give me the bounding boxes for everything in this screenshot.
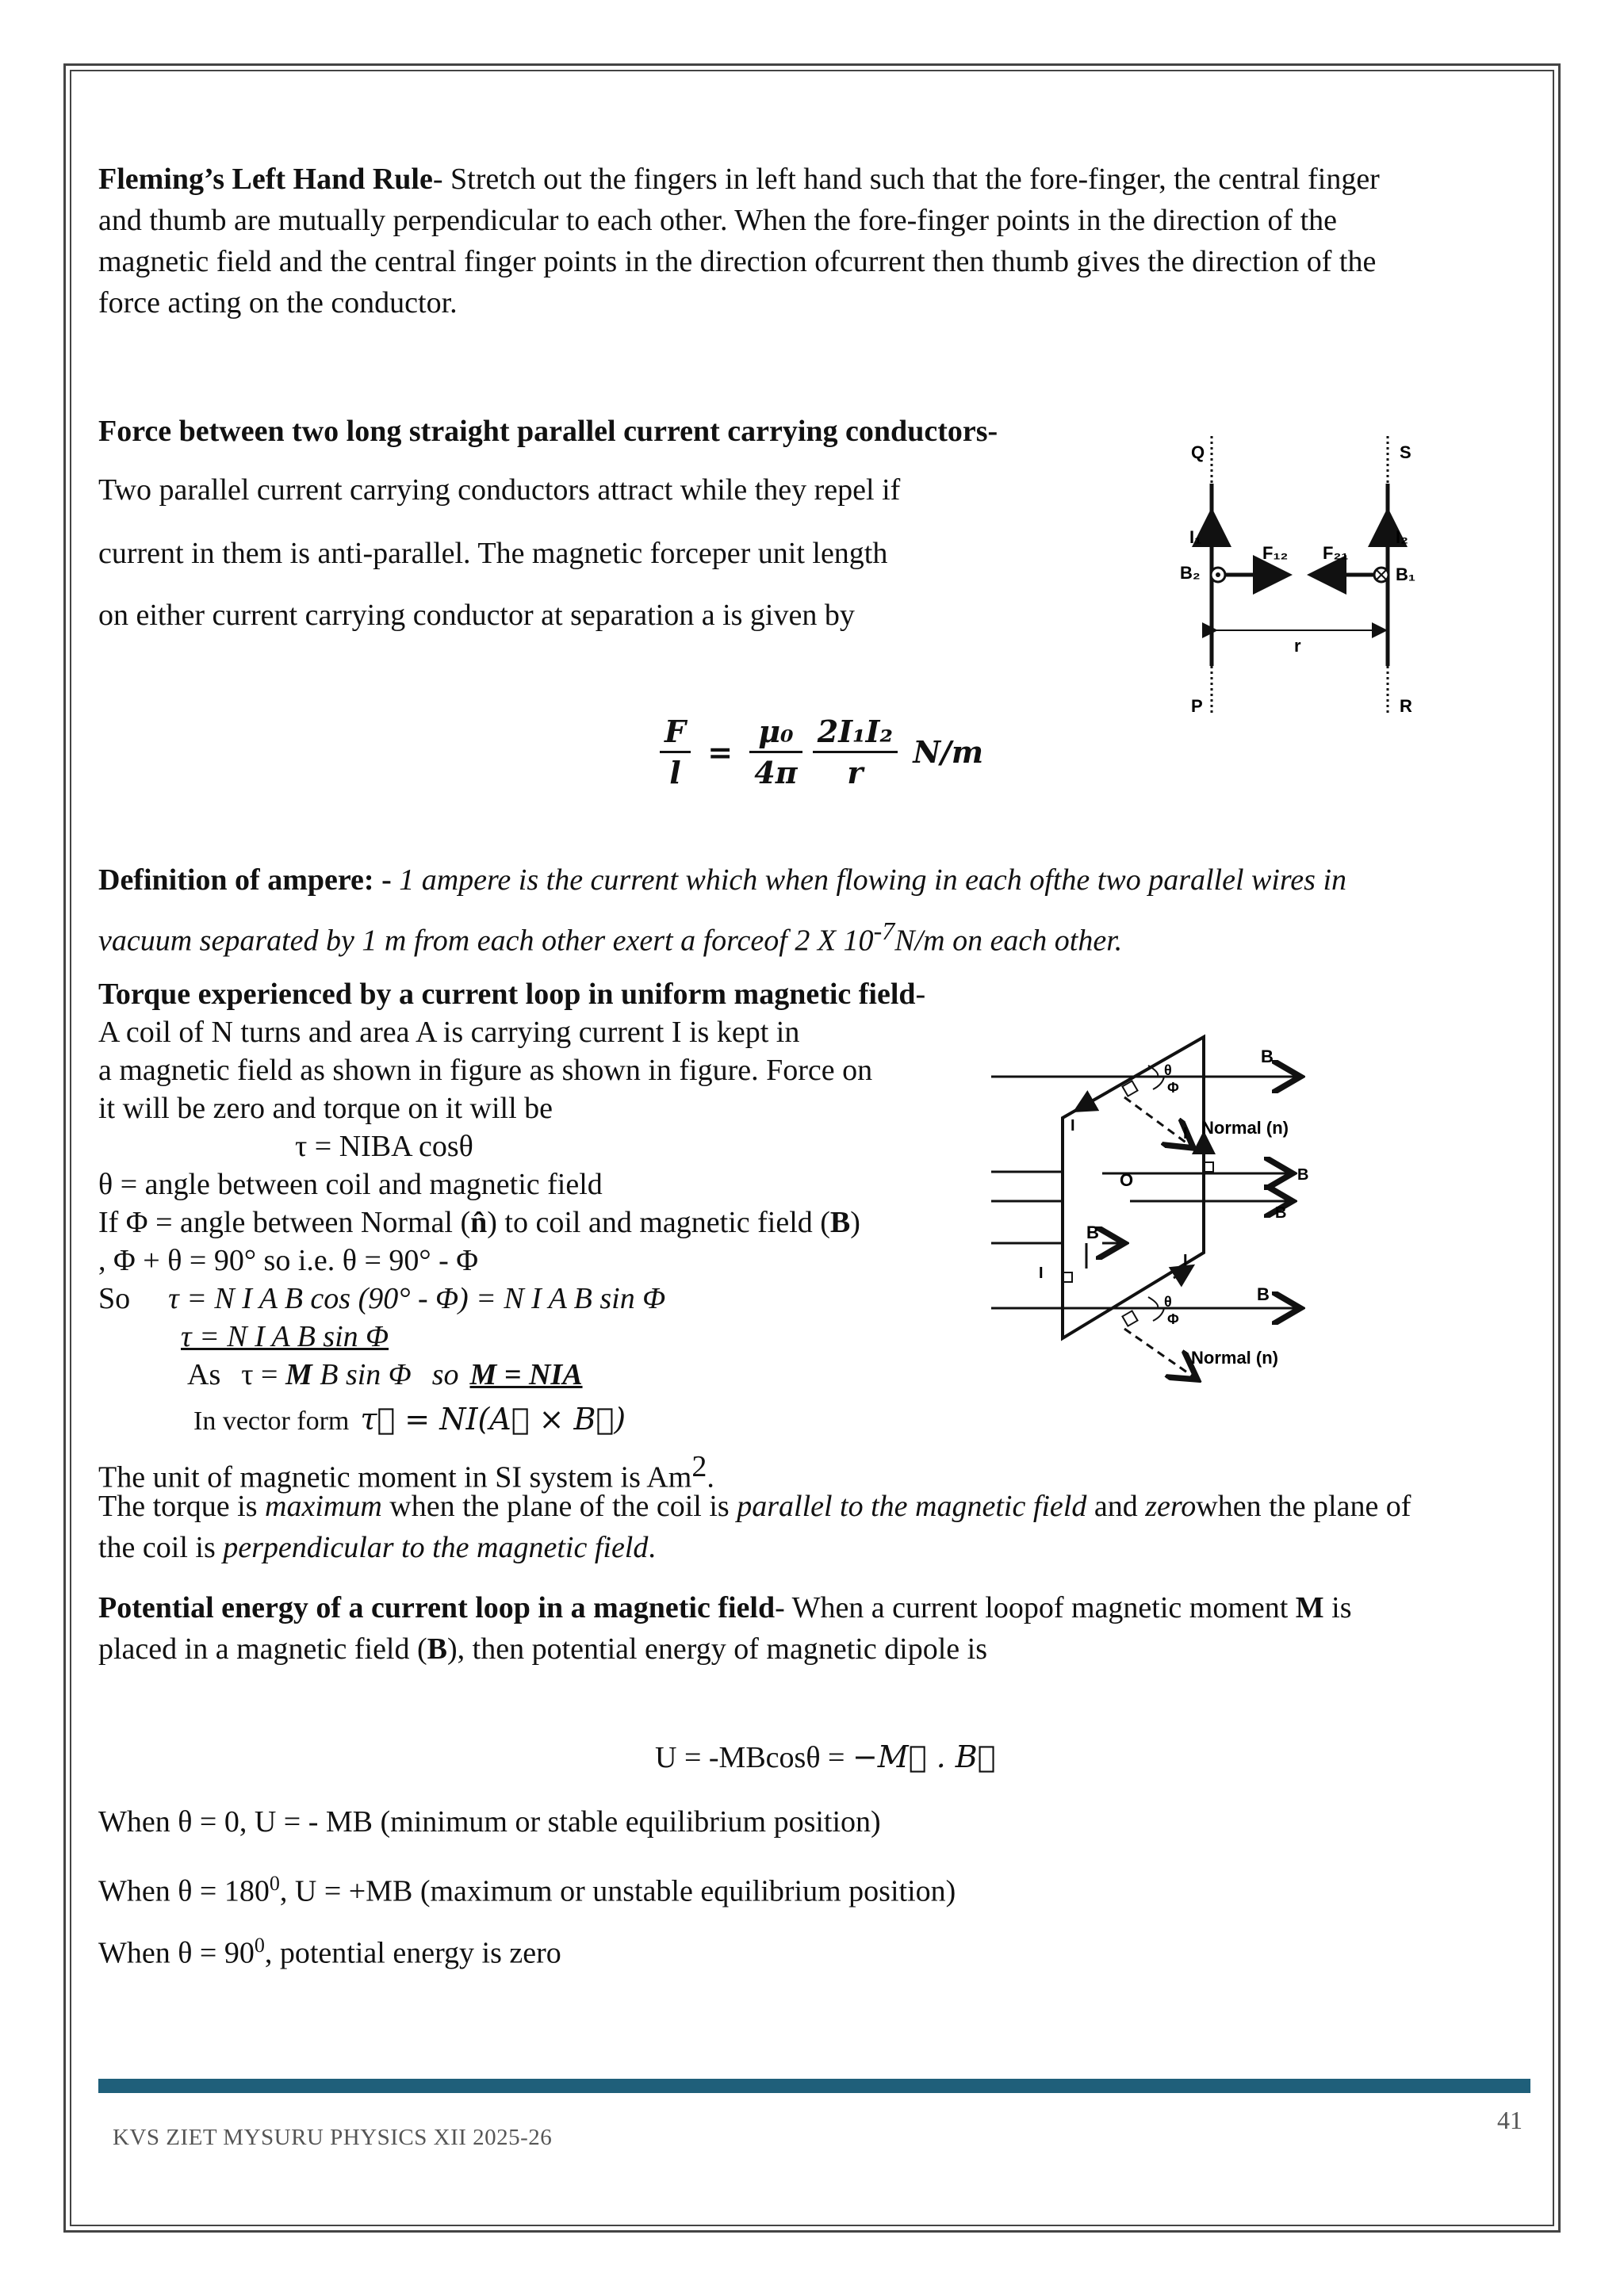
potential-line-1: Potential energy of a current loop in a magnetic field- When a current loopof magnetic moment M is (98, 1591, 1352, 1624)
label-q: Q (1191, 442, 1205, 462)
label-b1: B₁ (1396, 564, 1415, 584)
potential-case-3: When $\theta = 90^0$, potential energy is zero (98, 1934, 561, 1970)
label-b-bottom: B (1257, 1284, 1270, 1304)
label-normal-bottom: Normal (n) (1191, 1348, 1278, 1368)
torque-formula: τ = NIBA cosθ (295, 1130, 473, 1163)
fleming-line-1: Fleming’s Left Hand Rule- Stretch out the fingers in left hand such that the fore-finger, the central finger (98, 163, 1380, 196)
label-s: S (1400, 442, 1411, 462)
label-i-mid: I (1183, 1125, 1188, 1142)
parallel-line-3: on either current carrying conductor at separation a is given by (98, 599, 855, 632)
eq-currents: $\frac{\text{2I₁I₂}}{r}$ (813, 714, 898, 790)
parallel-conductors-figure (1174, 428, 1443, 729)
torque-line-9: τ = N I A B sin Φ (181, 1320, 389, 1353)
potential-heading: Potential energy of a current loop in a magnetic field (98, 1591, 776, 1624)
eq-constant: $\frac{\text{μ₀}}{4\pi}$ (749, 714, 802, 790)
fleming-line-4: force acting on the conductor. (98, 286, 458, 320)
label-theta-bottom: θ (1164, 1294, 1172, 1310)
eq-lhs: $\frac{F}{l}$ (660, 714, 691, 790)
ampere-heading: Definition of ampere: - (98, 863, 400, 897)
torque-line-11: In vector form τ⃗ = NI(A⃗ × B⃗) (193, 1402, 626, 1437)
label-f21: F₂₁ (1323, 543, 1349, 563)
label-phi-bottom: Φ (1167, 1311, 1179, 1327)
potential-case-1: When θ = 0, U = - MB (minimum or stable equilibrium position) (98, 1805, 881, 1839)
label-separation: r (1294, 636, 1301, 656)
torque-line-14: the coil is perpendicular to the magnetic field. (98, 1531, 656, 1564)
label-r-wire: R (1400, 696, 1412, 716)
label-i-left: I (1039, 1265, 1044, 1282)
parallel-line-1: Two parallel current carrying conductors attract while they repel if (98, 473, 901, 507)
label-origin: O (1120, 1170, 1134, 1190)
torque-line-2: a magnetic field as shown in figure as shown in figure. Force on (98, 1054, 873, 1087)
fleming-line-3: magnetic field and the central finger points in the direction ofcurrent then thumb gives the direction of the (98, 245, 1377, 278)
page-number: 41 (1497, 2106, 1522, 2134)
label-i1: I₁ (1189, 527, 1202, 547)
normal-bottom (1124, 1329, 1197, 1380)
label-i-top: I (1071, 1117, 1075, 1135)
label-i-lower: I (1183, 1252, 1188, 1269)
potential-case-2: When $\theta = 180^0$, U = +MB (maximum or unstable equilibrium position) (98, 1872, 956, 1908)
torque-line-3: it will be zero and torque on it will be (98, 1092, 553, 1125)
footer-text: KVS ZIET MYSURU PHYSICS XII 2025-26 (113, 2125, 553, 2150)
current-arrow-top (1077, 1104, 1088, 1110)
label-i2: I₂ (1396, 527, 1408, 547)
parallel-line-2: current in them is anti-parallel. The magnetic forceper unit length (98, 537, 888, 570)
torque-line-7: , Φ + θ = 90° so i.e. θ = 90° - Φ (98, 1244, 479, 1277)
torque-line-13: The torque is maximum when the plane of the coil is parallel to the magnetic field and zerowhen the plane of (98, 1490, 1411, 1523)
fleming-line-2: and thumb are mutually perpendicular to each other. When the fore-finger points in the direction of the (98, 204, 1338, 237)
parallel-heading: Force between two long straight parallel current carrying conductors- (98, 415, 998, 448)
label-normal-top: Normal (n) (1201, 1118, 1289, 1138)
torque-line-10: As τ = M B sin Φ so M = NIA (187, 1358, 583, 1391)
potential-formula: U = -MBcosθ = −M⃗ . B⃗ (655, 1739, 996, 1774)
torque-line-6: If Φ = angle between Normal (n̂) to coil and magnetic field (B) (98, 1206, 860, 1239)
eq-unit: N/m (913, 734, 984, 770)
parallel-force-equation: $\frac{F}{l}$ = $\frac{\text{μ₀}}{4\pi}$ $\frac{\text{2I₁I₂}}{r}$ N/m (660, 714, 983, 790)
torque-heading: Torque experienced by a current loop in uniform magnetic field- (98, 978, 926, 1011)
potential-line-2: placed in a magnetic field (B), then potential energy of magnetic dipole is (98, 1632, 988, 1666)
ampere-line-1: Definition of ampere: - 1 ampere is the current which when flowing in each ofthe two parallel wires in (98, 863, 1347, 897)
label-b2: B₂ (1180, 563, 1201, 583)
torque-line-8: So τ = N I A B cos (90° - Φ) = N I A B sin Φ (98, 1282, 666, 1315)
footer-bar (98, 2079, 1530, 2093)
torque-line-5: θ = angle between coil and magnetic field (98, 1168, 603, 1201)
label-f12: F₁₂ (1262, 543, 1289, 563)
label-b-right-2: B (1275, 1204, 1287, 1222)
label-p: P (1191, 696, 1203, 716)
label-b-inner: B (1086, 1223, 1099, 1242)
torque-line-1: A coil of N turns and area A is carrying current I is kept in (98, 1016, 800, 1049)
ampere-line-2: vacuum separated by 1 m from each other exert a forceof 2 X $10^{-7}N/m$ on each other. (98, 916, 1123, 958)
label-b-top: B (1261, 1047, 1274, 1066)
label-theta-top: θ (1164, 1062, 1172, 1078)
label-phi-top: Φ (1167, 1080, 1179, 1096)
label-b-right-1: B (1297, 1166, 1309, 1184)
fleming-heading: Fleming’s Left Hand Rule (98, 163, 433, 196)
coil-in-field-figure (983, 1031, 1348, 1411)
torque-line-12: The unit of magnetic moment in SI system is Am$^2$. (98, 1450, 714, 1494)
